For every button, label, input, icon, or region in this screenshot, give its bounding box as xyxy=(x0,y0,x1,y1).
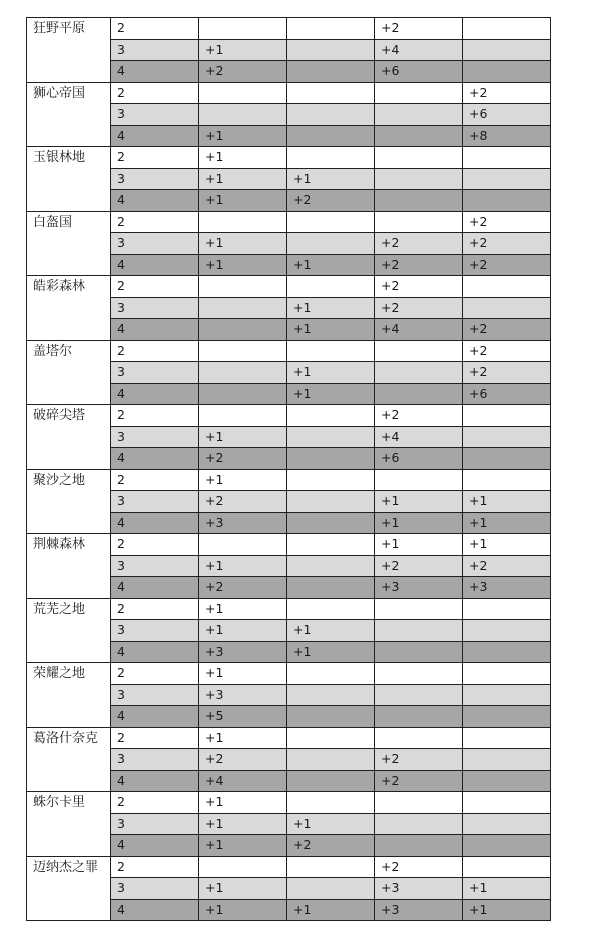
bonus-cell-4: +1 xyxy=(463,534,551,556)
level-cell: 2 xyxy=(111,340,199,362)
table-row xyxy=(27,534,551,556)
bonus-cell-1: +5 xyxy=(199,706,287,728)
bonus-cell-3: +1 xyxy=(375,534,463,556)
table-body xyxy=(27,18,551,921)
bonus-cell-4 xyxy=(463,856,551,878)
bonus-cell-3: +3 xyxy=(375,577,463,599)
region-name-cell: 破碎尖塔 xyxy=(27,405,111,470)
bonus-cell-3: +2 xyxy=(375,276,463,298)
level-cell: 2 xyxy=(111,792,199,814)
bonus-cell-3: +6 xyxy=(375,448,463,470)
bonus-cell-1: +1 xyxy=(199,190,287,212)
bonus-cell-2 xyxy=(287,727,375,749)
table-row xyxy=(27,663,551,685)
bonus-cell-1: +1 xyxy=(199,598,287,620)
bonus-cell-1: +1 xyxy=(199,899,287,921)
level-cell: 2 xyxy=(111,469,199,491)
bonus-cell-1: +2 xyxy=(199,448,287,470)
bonus-cell-3 xyxy=(375,684,463,706)
bonus-cell-1: +3 xyxy=(199,512,287,534)
bonus-cell-2 xyxy=(287,684,375,706)
bonus-cell-1: +2 xyxy=(199,577,287,599)
bonus-cell-4: +3 xyxy=(463,577,551,599)
level-cell: 2 xyxy=(111,82,199,104)
level-cell: 4 xyxy=(111,706,199,728)
table-row xyxy=(27,276,551,298)
level-cell: 2 xyxy=(111,276,199,298)
bonus-cell-1: +1 xyxy=(199,168,287,190)
bonus-cell-2: +2 xyxy=(287,835,375,857)
bonus-cell-1: +1 xyxy=(199,663,287,685)
bonus-cell-2: +1 xyxy=(287,362,375,384)
bonus-cell-2 xyxy=(287,125,375,147)
bonus-cell-3 xyxy=(375,383,463,405)
level-cell: 3 xyxy=(111,620,199,642)
bonus-cell-1 xyxy=(199,362,287,384)
bonus-cell-4 xyxy=(463,770,551,792)
bonus-cell-3 xyxy=(375,340,463,362)
bonus-cell-3 xyxy=(375,362,463,384)
bonus-cell-4 xyxy=(463,39,551,61)
bonus-cell-4 xyxy=(463,684,551,706)
bonus-cell-2 xyxy=(287,211,375,233)
bonus-cell-3: +6 xyxy=(375,61,463,83)
bonus-cell-4 xyxy=(463,620,551,642)
level-cell: 4 xyxy=(111,770,199,792)
level-cell: 2 xyxy=(111,663,199,685)
table-row xyxy=(27,856,551,878)
bonus-cell-1: +3 xyxy=(199,641,287,663)
bonus-cell-4 xyxy=(463,276,551,298)
table-row xyxy=(27,147,551,169)
level-cell: 4 xyxy=(111,835,199,857)
bonus-cell-2 xyxy=(287,39,375,61)
bonus-cell-1 xyxy=(199,211,287,233)
bonus-cell-3 xyxy=(375,706,463,728)
bonus-cell-1 xyxy=(199,383,287,405)
table-row xyxy=(27,469,551,491)
bonus-cell-4 xyxy=(463,426,551,448)
level-cell: 3 xyxy=(111,39,199,61)
bonus-cell-3 xyxy=(375,82,463,104)
bonus-cell-3: +1 xyxy=(375,512,463,534)
level-cell: 4 xyxy=(111,512,199,534)
table-row xyxy=(27,18,551,40)
bonus-cell-3: +1 xyxy=(375,491,463,513)
bonus-cell-4 xyxy=(463,706,551,728)
bonus-cell-1 xyxy=(199,297,287,319)
bonus-cell-4: +1 xyxy=(463,491,551,513)
level-cell: 4 xyxy=(111,383,199,405)
bonus-cell-1: +4 xyxy=(199,770,287,792)
bonus-cell-2 xyxy=(287,448,375,470)
bonus-cell-2 xyxy=(287,512,375,534)
level-cell: 3 xyxy=(111,878,199,900)
bonus-cell-2 xyxy=(287,18,375,40)
bonus-cell-1: +2 xyxy=(199,491,287,513)
table-row xyxy=(27,792,551,814)
bonus-cell-3: +4 xyxy=(375,319,463,341)
bonus-cell-3 xyxy=(375,813,463,835)
bonus-cell-1: +1 xyxy=(199,233,287,255)
bonus-cell-3 xyxy=(375,663,463,685)
level-cell: 4 xyxy=(111,254,199,276)
region-name-cell: 荆棘森林 xyxy=(27,534,111,599)
bonus-cell-2 xyxy=(287,770,375,792)
level-cell: 3 xyxy=(111,684,199,706)
bonus-cell-4: +2 xyxy=(463,555,551,577)
bonus-cell-2 xyxy=(287,233,375,255)
table-row xyxy=(27,82,551,104)
bonus-cell-2 xyxy=(287,878,375,900)
bonus-cell-4: +2 xyxy=(463,254,551,276)
region-name-cell: 玉银林地 xyxy=(27,147,111,212)
bonus-cell-3 xyxy=(375,727,463,749)
bonus-cell-1: +1 xyxy=(199,469,287,491)
bonus-cell-4: +2 xyxy=(463,82,551,104)
bonus-cell-4 xyxy=(463,190,551,212)
bonus-cell-4 xyxy=(463,168,551,190)
bonus-cell-3: +3 xyxy=(375,878,463,900)
region-name-cell: 聚沙之地 xyxy=(27,469,111,534)
bonus-cell-3 xyxy=(375,190,463,212)
bonus-cell-1: +1 xyxy=(199,125,287,147)
bonus-cell-2 xyxy=(287,491,375,513)
bonus-cell-1 xyxy=(199,340,287,362)
bonus-cell-4: +1 xyxy=(463,899,551,921)
bonus-cell-4 xyxy=(463,663,551,685)
bonus-cell-3: +2 xyxy=(375,18,463,40)
table-row xyxy=(27,598,551,620)
region-bonus-table xyxy=(26,17,551,921)
level-cell: 2 xyxy=(111,598,199,620)
bonus-cell-3 xyxy=(375,147,463,169)
bonus-cell-1: +1 xyxy=(199,792,287,814)
bonus-cell-4: +6 xyxy=(463,104,551,126)
bonus-cell-4 xyxy=(463,749,551,771)
bonus-cell-2 xyxy=(287,663,375,685)
bonus-cell-2 xyxy=(287,340,375,362)
bonus-cell-3 xyxy=(375,641,463,663)
bonus-cell-2 xyxy=(287,469,375,491)
level-cell: 4 xyxy=(111,319,199,341)
bonus-cell-4 xyxy=(463,598,551,620)
bonus-cell-4 xyxy=(463,297,551,319)
bonus-cell-2 xyxy=(287,276,375,298)
bonus-cell-2 xyxy=(287,555,375,577)
bonus-cell-2 xyxy=(287,856,375,878)
bonus-cell-4 xyxy=(463,792,551,814)
bonus-cell-1 xyxy=(199,18,287,40)
bonus-cell-1 xyxy=(199,856,287,878)
bonus-cell-4 xyxy=(463,448,551,470)
bonus-cell-1 xyxy=(199,276,287,298)
bonus-cell-4: +8 xyxy=(463,125,551,147)
bonus-cell-3: +2 xyxy=(375,856,463,878)
level-cell: 2 xyxy=(111,727,199,749)
bonus-cell-3 xyxy=(375,211,463,233)
bonus-cell-3: +4 xyxy=(375,426,463,448)
level-cell: 2 xyxy=(111,405,199,427)
bonus-cell-2: +1 xyxy=(287,813,375,835)
level-cell: 3 xyxy=(111,168,199,190)
bonus-cell-2 xyxy=(287,706,375,728)
bonus-cell-4: +1 xyxy=(463,512,551,534)
table-row xyxy=(27,211,551,233)
bonus-cell-2: +1 xyxy=(287,254,375,276)
bonus-cell-1: +1 xyxy=(199,878,287,900)
region-name-cell: 荣耀之地 xyxy=(27,663,111,728)
region-name-cell: 皓彩森林 xyxy=(27,276,111,341)
bonus-cell-1 xyxy=(199,319,287,341)
region-name-cell: 荒芜之地 xyxy=(27,598,111,663)
bonus-cell-2 xyxy=(287,792,375,814)
bonus-cell-2 xyxy=(287,147,375,169)
bonus-cell-2: +2 xyxy=(287,190,375,212)
region-name-cell: 蛛尔卡里 xyxy=(27,792,111,857)
bonus-cell-1: +1 xyxy=(199,426,287,448)
bonus-cell-3: +2 xyxy=(375,297,463,319)
bonus-cell-1: +1 xyxy=(199,727,287,749)
bonus-cell-2 xyxy=(287,61,375,83)
level-cell: 2 xyxy=(111,856,199,878)
bonus-cell-2: +1 xyxy=(287,641,375,663)
level-cell: 4 xyxy=(111,61,199,83)
level-cell: 3 xyxy=(111,555,199,577)
bonus-cell-2 xyxy=(287,104,375,126)
level-cell: 3 xyxy=(111,491,199,513)
bonus-cell-1: +3 xyxy=(199,684,287,706)
bonus-cell-1: +1 xyxy=(199,39,287,61)
bonus-cell-2 xyxy=(287,749,375,771)
bonus-cell-4: +2 xyxy=(463,362,551,384)
bonus-cell-4 xyxy=(463,469,551,491)
region-name-cell: 葛洛什奈克 xyxy=(27,727,111,792)
bonus-cell-2: +1 xyxy=(287,899,375,921)
bonus-cell-1: +1 xyxy=(199,620,287,642)
bonus-cell-4: +1 xyxy=(463,878,551,900)
level-cell: 4 xyxy=(111,577,199,599)
bonus-cell-2: +1 xyxy=(287,168,375,190)
table-row xyxy=(27,405,551,427)
bonus-cell-2: +1 xyxy=(287,383,375,405)
bonus-cell-2 xyxy=(287,577,375,599)
bonus-cell-3 xyxy=(375,125,463,147)
bonus-cell-4: +6 xyxy=(463,383,551,405)
bonus-cell-3: +2 xyxy=(375,749,463,771)
bonus-cell-4 xyxy=(463,147,551,169)
bonus-cell-1: +2 xyxy=(199,61,287,83)
bonus-cell-3 xyxy=(375,469,463,491)
bonus-cell-3: +2 xyxy=(375,405,463,427)
region-name-cell: 盖塔尔 xyxy=(27,340,111,405)
level-cell: 3 xyxy=(111,104,199,126)
level-cell: 2 xyxy=(111,534,199,556)
region-name-cell: 白盔国 xyxy=(27,211,111,276)
bonus-cell-4 xyxy=(463,727,551,749)
region-name-cell: 迈纳杰之罪 xyxy=(27,856,111,921)
bonus-cell-3 xyxy=(375,104,463,126)
bonus-cell-3 xyxy=(375,598,463,620)
bonus-cell-2: +1 xyxy=(287,297,375,319)
bonus-cell-2: +1 xyxy=(287,319,375,341)
bonus-cell-1: +1 xyxy=(199,555,287,577)
level-cell: 3 xyxy=(111,749,199,771)
bonus-cell-3 xyxy=(375,168,463,190)
bonus-cell-3 xyxy=(375,620,463,642)
bonus-cell-3 xyxy=(375,835,463,857)
bonus-cell-1 xyxy=(199,82,287,104)
bonus-cell-1 xyxy=(199,534,287,556)
level-cell: 3 xyxy=(111,362,199,384)
bonus-cell-4: +2 xyxy=(463,319,551,341)
bonus-cell-3: +4 xyxy=(375,39,463,61)
region-name-cell: 狂野平原 xyxy=(27,18,111,83)
level-cell: 4 xyxy=(111,448,199,470)
bonus-cell-4 xyxy=(463,61,551,83)
bonus-cell-1: +2 xyxy=(199,749,287,771)
level-cell: 4 xyxy=(111,190,199,212)
level-cell: 4 xyxy=(111,125,199,147)
level-cell: 3 xyxy=(111,233,199,255)
bonus-cell-3: +2 xyxy=(375,233,463,255)
bonus-cell-2 xyxy=(287,82,375,104)
bonus-cell-1: +1 xyxy=(199,835,287,857)
level-cell: 3 xyxy=(111,426,199,448)
bonus-cell-4 xyxy=(463,641,551,663)
bonus-cell-3: +2 xyxy=(375,770,463,792)
region-name-cell: 狮心帝国 xyxy=(27,82,111,147)
level-cell: 4 xyxy=(111,641,199,663)
bonus-cell-4: +2 xyxy=(463,340,551,362)
level-cell: 2 xyxy=(111,18,199,40)
bonus-cell-4 xyxy=(463,405,551,427)
bonus-cell-4 xyxy=(463,835,551,857)
bonus-cell-1: +1 xyxy=(199,254,287,276)
bonus-cell-2: +1 xyxy=(287,620,375,642)
level-cell: 4 xyxy=(111,899,199,921)
bonus-cell-1: +1 xyxy=(199,813,287,835)
bonus-cell-2 xyxy=(287,426,375,448)
bonus-cell-1 xyxy=(199,104,287,126)
bonus-cell-4: +2 xyxy=(463,211,551,233)
bonus-cell-3 xyxy=(375,792,463,814)
bonus-cell-2 xyxy=(287,534,375,556)
level-cell: 2 xyxy=(111,211,199,233)
bonus-cell-4 xyxy=(463,813,551,835)
bonus-cell-2 xyxy=(287,405,375,427)
bonus-cell-1: +1 xyxy=(199,147,287,169)
level-cell: 2 xyxy=(111,147,199,169)
bonus-cell-4: +2 xyxy=(463,233,551,255)
bonus-cell-3: +2 xyxy=(375,254,463,276)
bonus-cell-2 xyxy=(287,598,375,620)
level-cell: 3 xyxy=(111,297,199,319)
bonus-cell-3: +2 xyxy=(375,555,463,577)
level-cell: 3 xyxy=(111,813,199,835)
bonus-cell-4 xyxy=(463,18,551,40)
bonus-cell-1 xyxy=(199,405,287,427)
bonus-cell-3: +3 xyxy=(375,899,463,921)
table-row xyxy=(27,727,551,749)
table-row xyxy=(27,340,551,362)
